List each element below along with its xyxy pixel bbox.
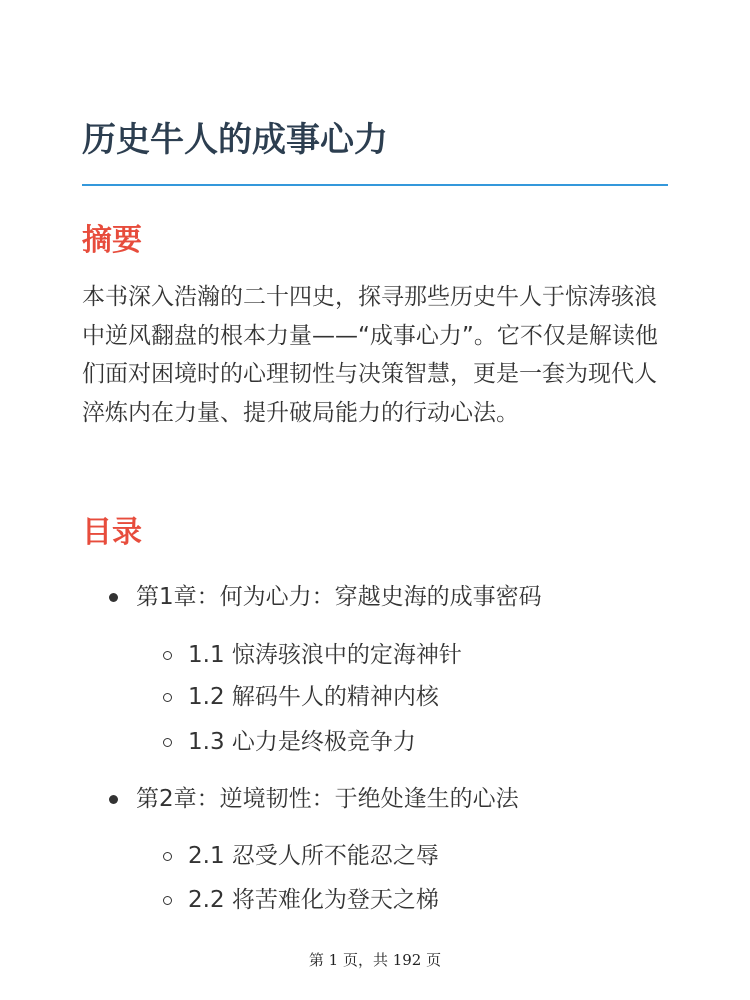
toc-chapter-1[interactable] (136, 581, 542, 613)
toc-section-label: 1.3 心力是终极竞争力 (188, 729, 416, 755)
circle-bullet-icon (163, 738, 172, 747)
toc-section-label: 1.1 惊涛骇浪中的定海神针 (188, 642, 462, 668)
circle-bullet-icon (163, 852, 172, 861)
page-footer: 第 1 页，共 192 页 (308, 951, 442, 969)
toc-section-label: 2.1 忍受人所不能忍之辱 (188, 843, 439, 869)
bullet-icon (109, 593, 118, 602)
toc-section-1-1[interactable] (188, 639, 462, 671)
circle-bullet-icon (163, 896, 172, 905)
summary-text: 本书深入浩瀚的二十四史，探寻那些历史牛人于惊涛骇浪中逆风翻盘的根本力量——“成事心力”。它不仅是解读他们面对困境时的心理韧性与决策智慧，更是一套为现代人淬炼内在力量、提升破局能力的行动心法。 (82, 284, 658, 426)
bullet-icon (109, 795, 118, 804)
toc-section-2-2[interactable] (188, 884, 439, 916)
toc-section-1-2[interactable] (188, 681, 439, 713)
toc-section-2-1[interactable] (188, 840, 439, 872)
toc-heading: 目录 (82, 515, 142, 550)
toc-section-label: 1.2 解码牛人的精神内核 (188, 684, 439, 710)
circle-bullet-icon (163, 651, 172, 660)
toc-section-label: 2.2 将苦难化为登天之梯 (188, 887, 439, 913)
summary-heading: 摘要 (82, 223, 142, 258)
toc-chapter-label: 第1章：何为心力：穿越史海的成事密码 (136, 584, 542, 610)
circle-bullet-icon (163, 693, 172, 702)
toc-section-1-3[interactable] (188, 726, 416, 758)
toc-chapter-2[interactable] (136, 783, 519, 815)
toc-chapter-label: 第2章：逆境韧性：于绝处逢生的心法 (136, 786, 519, 812)
page-title: 历史牛人的成事心力 (82, 120, 388, 160)
